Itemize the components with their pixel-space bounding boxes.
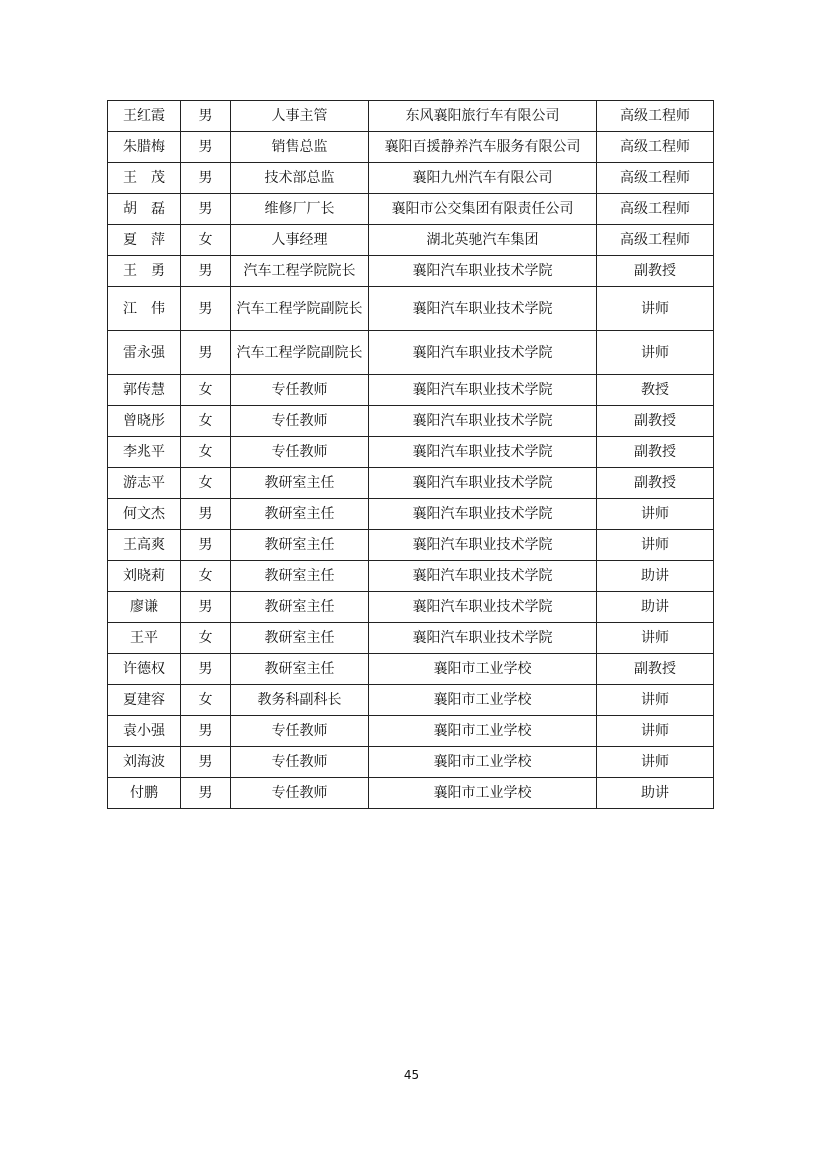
title-cell: 助讲 <box>597 561 714 592</box>
name-cell: 廖谦 <box>108 592 181 623</box>
name-cell: 朱腊梅 <box>108 132 181 163</box>
title-cell: 高级工程师 <box>597 132 714 163</box>
name-cell: 王高爽 <box>108 530 181 561</box>
name-cell: 李兆平 <box>108 437 181 468</box>
position-cell: 专任教师 <box>231 437 369 468</box>
organization-cell: 襄阳市公交集团有限责任公司 <box>369 194 597 225</box>
position-cell: 汽车工程学院副院长 <box>231 331 369 375</box>
organization-cell: 襄阳汽车职业技术学院 <box>369 375 597 406</box>
title-cell: 教授 <box>597 375 714 406</box>
table-row <box>108 437 714 468</box>
organization-cell: 襄阳市工业学校 <box>369 654 597 685</box>
title-cell: 副教授 <box>597 468 714 499</box>
position-cell: 教研室主任 <box>231 561 369 592</box>
gender-cell: 女 <box>181 375 231 406</box>
gender-cell: 女 <box>181 406 231 437</box>
organization-cell: 襄阳汽车职业技术学院 <box>369 561 597 592</box>
name-cell: 游志平 <box>108 468 181 499</box>
organization-cell: 襄阳市工业学校 <box>369 716 597 747</box>
gender-cell: 男 <box>181 331 231 375</box>
page-number: 45 <box>403 1068 420 1082</box>
position-cell: 教研室主任 <box>231 654 369 685</box>
organization-cell: 湖北英驰汽车集团 <box>369 225 597 256</box>
position-cell: 教研室主任 <box>231 499 369 530</box>
organization-cell: 襄阳汽车职业技术学院 <box>369 623 597 654</box>
position-cell: 教研室主任 <box>231 530 369 561</box>
table-row <box>108 375 714 406</box>
name-cell: 王平 <box>108 623 181 654</box>
table-row <box>108 406 714 437</box>
position-cell: 技术部总监 <box>231 163 369 194</box>
gender-cell: 男 <box>181 256 231 287</box>
gender-cell: 女 <box>181 437 231 468</box>
table-row <box>108 194 714 225</box>
position-cell: 教研室主任 <box>231 623 369 654</box>
gender-cell: 男 <box>181 592 231 623</box>
table-row <box>108 287 714 331</box>
organization-cell: 襄阳汽车职业技术学院 <box>369 437 597 468</box>
organization-cell: 襄阳汽车职业技术学院 <box>369 592 597 623</box>
position-cell: 专任教师 <box>231 747 369 778</box>
table-row <box>108 623 714 654</box>
organization-cell: 襄阳汽车职业技术学院 <box>369 256 597 287</box>
table-row <box>108 256 714 287</box>
position-cell: 专任教师 <box>231 375 369 406</box>
gender-cell: 女 <box>181 623 231 654</box>
title-cell: 讲师 <box>597 331 714 375</box>
position-cell: 销售总监 <box>231 132 369 163</box>
gender-cell: 女 <box>181 468 231 499</box>
name-cell: 夏建容 <box>108 685 181 716</box>
name-cell: 何文杰 <box>108 499 181 530</box>
gender-cell: 女 <box>181 225 231 256</box>
position-cell: 人事经理 <box>231 225 369 256</box>
name-cell: 王 勇 <box>108 256 181 287</box>
title-cell: 高级工程师 <box>597 225 714 256</box>
title-cell: 讲师 <box>597 685 714 716</box>
title-cell: 助讲 <box>597 778 714 809</box>
title-cell: 讲师 <box>597 716 714 747</box>
gender-cell: 男 <box>181 499 231 530</box>
gender-cell: 男 <box>181 530 231 561</box>
table-row <box>108 468 714 499</box>
table-row <box>108 778 714 809</box>
table-row <box>108 716 714 747</box>
staff-table-body <box>108 101 714 809</box>
position-cell: 汽车工程学院院长 <box>231 256 369 287</box>
position-cell: 专任教师 <box>231 406 369 437</box>
position-cell: 教务科副科长 <box>231 685 369 716</box>
organization-cell: 襄阳汽车职业技术学院 <box>369 406 597 437</box>
table-row <box>108 685 714 716</box>
position-cell: 维修厂厂长 <box>231 194 369 225</box>
position-cell: 汽车工程学院副院长 <box>231 287 369 331</box>
table-row <box>108 101 714 132</box>
name-cell: 江 伟 <box>108 287 181 331</box>
name-cell: 雷永强 <box>108 331 181 375</box>
name-cell: 夏 萍 <box>108 225 181 256</box>
gender-cell: 男 <box>181 194 231 225</box>
organization-cell: 襄阳百援静养汽车服务有限公司 <box>369 132 597 163</box>
organization-cell: 襄阳市工业学校 <box>369 685 597 716</box>
name-cell: 许德权 <box>108 654 181 685</box>
position-cell: 专任教师 <box>231 716 369 747</box>
gender-cell: 男 <box>181 778 231 809</box>
position-cell: 专任教师 <box>231 778 369 809</box>
table-row <box>108 592 714 623</box>
title-cell: 讲师 <box>597 747 714 778</box>
organization-cell: 襄阳汽车职业技术学院 <box>369 287 597 331</box>
title-cell: 助讲 <box>597 592 714 623</box>
table-row <box>108 132 714 163</box>
gender-cell: 男 <box>181 132 231 163</box>
name-cell: 郭传慧 <box>108 375 181 406</box>
table-row <box>108 499 714 530</box>
table-row <box>108 561 714 592</box>
title-cell: 讲师 <box>597 530 714 561</box>
gender-cell: 女 <box>181 685 231 716</box>
title-cell: 副教授 <box>597 437 714 468</box>
table-row <box>108 747 714 778</box>
position-cell: 教研室主任 <box>231 592 369 623</box>
position-cell: 人事主管 <box>231 101 369 132</box>
name-cell: 王 茂 <box>108 163 181 194</box>
gender-cell: 男 <box>181 287 231 331</box>
title-cell: 讲师 <box>597 287 714 331</box>
organization-cell: 东风襄阳旅行车有限公司 <box>369 101 597 132</box>
gender-cell: 男 <box>181 716 231 747</box>
table-row <box>108 654 714 685</box>
table-row <box>108 530 714 561</box>
gender-cell: 女 <box>181 561 231 592</box>
title-cell: 副教授 <box>597 406 714 437</box>
name-cell: 刘海波 <box>108 747 181 778</box>
name-cell: 曾晓彤 <box>108 406 181 437</box>
title-cell: 副教授 <box>597 654 714 685</box>
staff-table <box>107 100 714 809</box>
gender-cell: 男 <box>181 654 231 685</box>
gender-cell: 男 <box>181 101 231 132</box>
organization-cell: 襄阳汽车职业技术学院 <box>369 530 597 561</box>
organization-cell: 襄阳汽车职业技术学院 <box>369 331 597 375</box>
organization-cell: 襄阳汽车职业技术学院 <box>369 499 597 530</box>
table-row <box>108 331 714 375</box>
position-cell: 教研室主任 <box>231 468 369 499</box>
title-cell: 高级工程师 <box>597 101 714 132</box>
title-cell: 高级工程师 <box>597 194 714 225</box>
name-cell: 袁小强 <box>108 716 181 747</box>
organization-cell: 襄阳市工业学校 <box>369 778 597 809</box>
organization-cell: 襄阳市工业学校 <box>369 747 597 778</box>
organization-cell: 襄阳汽车职业技术学院 <box>369 468 597 499</box>
organization-cell: 襄阳九州汽车有限公司 <box>369 163 597 194</box>
title-cell: 高级工程师 <box>597 163 714 194</box>
gender-cell: 男 <box>181 747 231 778</box>
title-cell: 副教授 <box>597 256 714 287</box>
name-cell: 王红霞 <box>108 101 181 132</box>
name-cell: 付鹏 <box>108 778 181 809</box>
table-row <box>108 163 714 194</box>
gender-cell: 男 <box>181 163 231 194</box>
name-cell: 胡 磊 <box>108 194 181 225</box>
title-cell: 讲师 <box>597 499 714 530</box>
name-cell: 刘晓莉 <box>108 561 181 592</box>
table-row <box>108 225 714 256</box>
title-cell: 讲师 <box>597 623 714 654</box>
